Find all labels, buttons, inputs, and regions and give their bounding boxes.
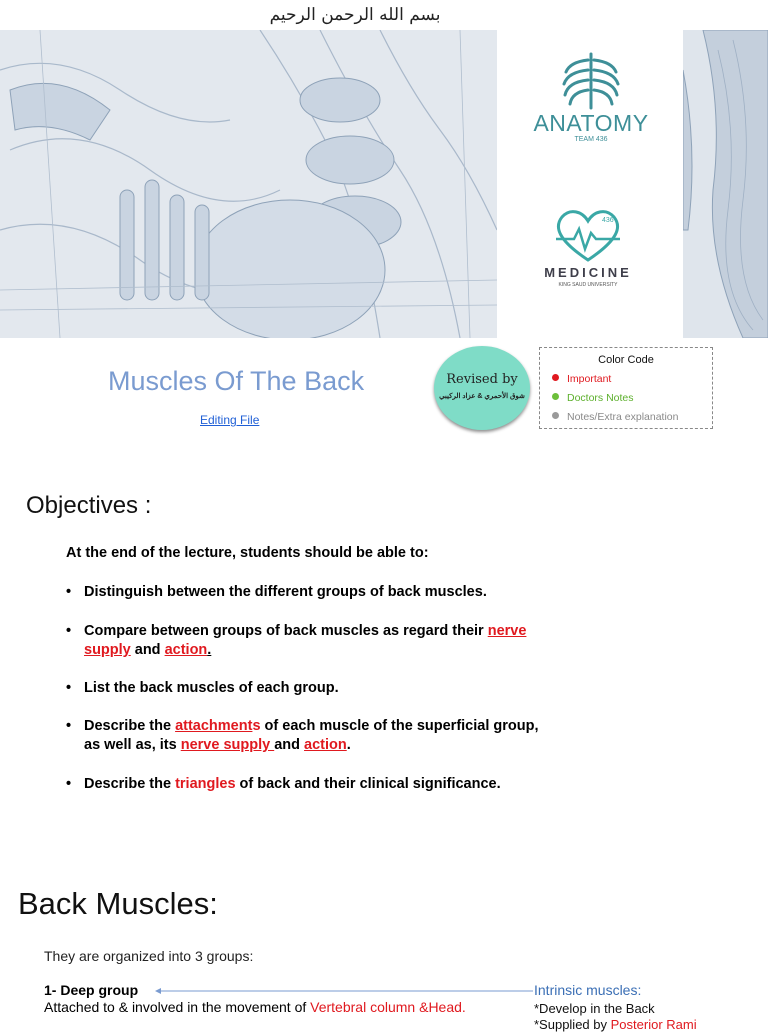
red-dot-icon	[552, 374, 559, 381]
team-label: TEAM 436	[574, 136, 608, 143]
revised-by-badge	[434, 346, 530, 430]
back-muscles-heading: Back Muscles:	[18, 886, 218, 921]
legend-item-important	[552, 373, 611, 385]
intrinsic-note: *Develop in the Back	[534, 1001, 655, 1016]
legend-label: Important	[567, 373, 612, 385]
objective-text: Distinguish between the different groups of back muscles.	[84, 584, 487, 600]
bullet-icon: •	[66, 680, 72, 696]
basmala-calligraphy: بسم الله الرحمن الرحيم	[269, 5, 441, 25]
color-code-title: Color Code	[598, 354, 654, 366]
objectives-heading: Objectives :	[26, 492, 152, 519]
deep-group-description: Attached to & involved in the movement of Vertebral column &Head.	[44, 999, 466, 1015]
reviser-names: شوق الأحمري & عزاد الركيبي	[439, 393, 525, 400]
bullet-icon: •	[66, 584, 72, 600]
arrow-left-icon	[155, 986, 533, 996]
objective-text: List the back muscles of each group.	[84, 680, 339, 696]
page-title: Muscles Of The Back	[108, 366, 365, 396]
bullet-icon: •	[66, 776, 72, 792]
objective-item	[66, 679, 626, 698]
bullet-icon: •	[66, 623, 72, 639]
legend-label: Notes/Extra explanation	[567, 411, 679, 423]
objectives-intro: At the end of the lecture, students should be able to:	[66, 545, 429, 561]
deep-group-title: 1- Deep group	[44, 982, 139, 998]
objective-text: Describe the triangles of back and their clinical significance.	[84, 776, 501, 792]
green-dot-icon	[552, 393, 559, 400]
groups-intro: They are organized into 3 groups:	[44, 948, 254, 964]
heart-number-label: 436	[602, 217, 614, 224]
heart-pulse-icon	[548, 205, 628, 265]
color-code-legend	[539, 347, 713, 429]
bullet-icon: •	[66, 718, 72, 734]
anatomy-illustration-side-banner	[683, 30, 768, 338]
editing-file-link[interactable]: Editing File	[200, 413, 260, 427]
anatomy-logo-text: ANATOMY	[533, 110, 649, 136]
objective-item	[66, 622, 626, 660]
grey-dot-icon	[552, 412, 559, 419]
medicine-logo	[548, 205, 628, 265]
objective-text: Describe the attachments of each muscle of the superficial group, as well as, its nerve supply and action.	[84, 718, 539, 753]
skeleton-illustration	[0, 30, 497, 338]
muscle-illustration	[683, 30, 768, 338]
anatomy-illustration-banner	[0, 30, 497, 338]
objective-item	[66, 775, 626, 794]
medicine-logo-text: MEDICINE	[544, 265, 632, 280]
legend-label: Doctors Notes	[567, 392, 634, 404]
objective-item	[66, 717, 626, 755]
intrinsic-note: *Supplied by Posterior Rami	[534, 1017, 697, 1032]
ribcage-icon	[528, 50, 654, 110]
objective-text: Compare between groups of back muscles as regard their nerve supply and action.	[84, 623, 527, 658]
intrinsic-muscles-title: Intrinsic muscles:	[534, 982, 642, 998]
revised-by-label: Revised by	[446, 372, 518, 387]
legend-item-doctors-notes	[552, 392, 634, 404]
university-label: KING SAUD UNIVERSITY	[558, 282, 618, 288]
objective-item	[66, 583, 626, 602]
legend-item-extra-notes	[552, 411, 678, 423]
